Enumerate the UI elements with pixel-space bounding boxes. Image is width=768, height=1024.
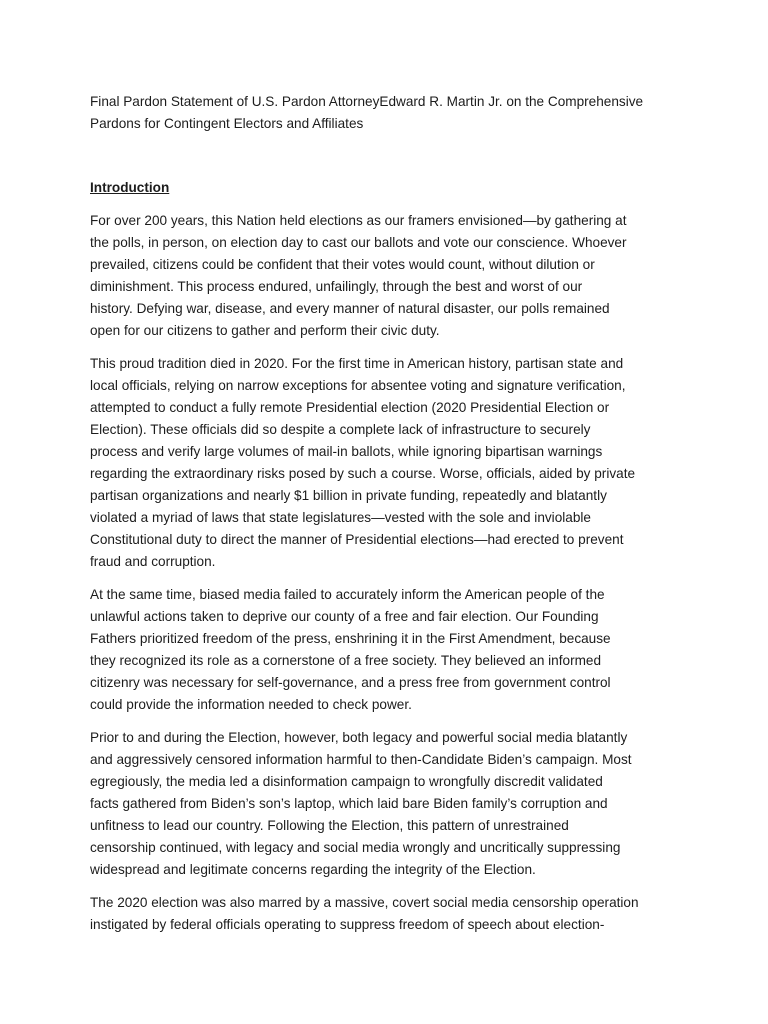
paragraph-3: At the same time, biased media failed to accurately inform the American people of the unlawful actions taken to deprive our county of a free and fair election. Our Founding Fathers prioritized freedom of the press, enshrining it in the First Amendment, because they recognized its role as a cornerstone of a free society. They believed an informed citizenry was necessary for self-governance, and a press free from government control could provide the information needed to check power. xyxy=(90,587,611,712)
paragraph-2: This proud tradition died in 2020. For the first time in American history, partisan state and local officials, relying on narrow exceptions for absentee voting and signature verification, attempted to conduct a fully remote Presidential election (2020 Presidential Election or Election). These officials did so despite a complete lack of infrastructure to securely process and verify large volumes of mail-in ballots, while ignoring bipartisan warnings regarding the extraordinary risks posed by such a course. Worse, officials, aided by private partisan organizations and nearly $1 billion in private funding, repeatedly and blatantly violated a myriad of laws that state legislatures—vested with the sole and inviolable Constitutional duty to direct the manner of Presidential elections—had erected to prevent fraud and corruption. xyxy=(90,356,636,569)
paragraph-5: The 2020 election was also marred by a massive, covert social media censorship operation instigated by federal officials operating to suppress freedom of speech about election- xyxy=(90,895,639,932)
paragraph-4: Prior to and during the Election, however, both legacy and powerful social media blatantly and aggressively censored information harmful to then-Candidate Biden’s campaign. Most egregiously, the media led a disinformation campaign to wrongfully discredit validated facts gathered from Biden’s son’s laptop, which laid bare Biden family’s corruption and unfitness to lead our country. Following the Election, this pattern of unrestrained censorship continued, with legacy and social media wrongly and uncritically suppressing widespread and legitimate concerns regarding the integrity of the Election. xyxy=(90,730,632,877)
section-heading-introduction: Introduction xyxy=(90,180,170,195)
paragraph-1: For over 200 years, this Nation held elections as our framers envisioned—by gathering at the polls, in person, on election day to cast our ballots and vote our conscience. Whoever prevailed, citizens could be confident that their votes would count, without dilution or diminishment. This process endured, unfailingly, through the best and worst of our history. Defying war, disease, and every manner of natural disaster, our polls remained open for our citizens to gather and perform their civic duty. xyxy=(90,213,627,338)
document-title: Final Pardon Statement of U.S. Pardon AttorneyEdward R. Martin Jr. on the Comprehensive Pardons for Contingent Electors and Affiliates xyxy=(90,94,644,131)
document-page xyxy=(90,91,682,936)
